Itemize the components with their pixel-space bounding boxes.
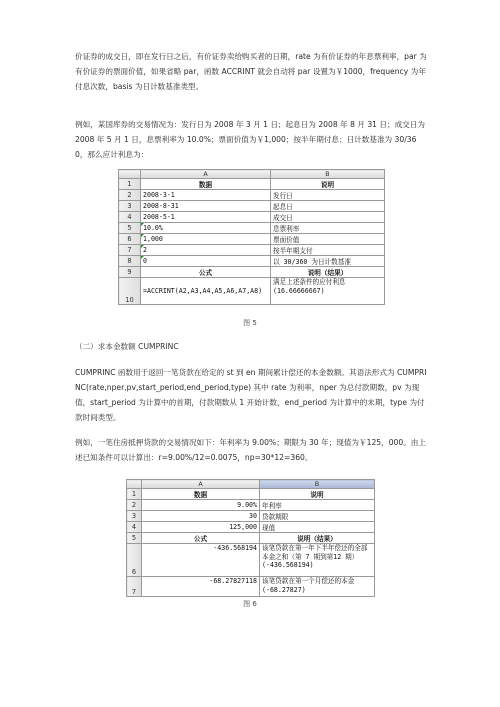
cell-b5[interactable]: 说明（结果） <box>260 533 375 544</box>
row-header[interactable]: 3 <box>119 201 141 212</box>
cell-a1[interactable]: 数据 <box>141 179 271 190</box>
section-heading: （二）求本金数额 CUMPRINC <box>75 342 179 351</box>
row-header[interactable]: 10 <box>119 278 141 305</box>
corner-cell[interactable] <box>127 480 142 489</box>
row-header[interactable]: 6 <box>119 234 141 245</box>
cell-b4[interactable]: 现值 <box>260 522 375 533</box>
cell-a6[interactable]: 1,000 <box>141 234 271 245</box>
cell-a9[interactable]: 公式 <box>141 267 271 278</box>
cell-b3[interactable]: 贷款期限 <box>260 511 375 522</box>
cell-b8[interactable]: 以 30/360 为日计数基准 <box>271 256 385 267</box>
column-header-a[interactable]: A <box>141 170 271 179</box>
spreadsheet-table-1 <box>118 169 385 305</box>
example2-paragraph: 例如，一笔住房抵押贷款的交易情况如下：年利率为 9.00%；期限为 30 年；现值为￥125，000。由上述已知条件可以计算出：r=9.00%/12=0.0075，np=30*12=360。 <box>75 438 426 462</box>
column-header-b[interactable]: B <box>271 170 385 179</box>
figure-5-caption: 图 5 <box>243 319 257 327</box>
row-header[interactable]: 4 <box>119 212 141 223</box>
spreadsheet-table-2 <box>126 479 375 597</box>
cell-a8[interactable]: 0 <box>141 256 271 267</box>
cell-a3[interactable]: 30 <box>142 511 260 522</box>
cell-b1[interactable]: 说明 <box>271 179 385 190</box>
cell-b6[interactable]: 票面价值 <box>271 234 385 245</box>
cell-a2[interactable]: 2008-3-1 <box>141 190 271 201</box>
row-header[interactable]: 8 <box>119 256 141 267</box>
example1-paragraph: 例如，某国库券的交易情况为：发行日为 2008 年 3 月 1 日；起息日为 2008 年 8 月 31 日；成交日为 2008 年 5 月 1 日，息票利率为 10.0%；票面价值为￥1,000；按半年期付息；日计数基准为 30/360，那么应计利息为： <box>75 120 425 159</box>
row-header[interactable]: 5 <box>127 533 142 544</box>
cell-a5[interactable]: 10.0% <box>141 223 271 234</box>
cumprinc-paragraph: CUMPRINC 函数用于返回一笔货款在给定的 st 到 en 期间累计偿还的本金数额。其语法形式为 CUMPRINC(rate,nper,pv,start_period,end_period,type) 其中 rate 为利率，nper 为总付款期数，pv 为现值，start_period 为计算中的首期，付款期数从 1 开始计数，end_period 为计算中的末期，type 为付款时间类型。 <box>75 368 427 422</box>
row-header[interactable]: 9 <box>119 267 141 278</box>
cell-a4[interactable]: 2008-5-1 <box>141 212 271 223</box>
cell-a1[interactable]: 数据 <box>142 489 260 500</box>
cell-b6[interactable]: 该笔贷款在第一年下半年偿还的全部本金之和（第 7 期到第12 期）(-436.568194) <box>260 544 375 577</box>
row-header[interactable]: 7 <box>127 577 142 597</box>
intro-paragraph: 价证券的成交日，即在发行日之后，有价证券卖给购买者的日期，rate 为有价证券的年息票利率，par 为有价证券的票面价值，如果省略 par，函数 ACCRINT 就会自动将 par 设置为￥1000，frequency 为年付息次数，basis 为日计数基准类型。 <box>75 52 427 91</box>
row-header[interactable]: 2 <box>127 500 142 511</box>
corner-cell[interactable] <box>119 170 141 179</box>
cell-b7[interactable]: 按半年期支付 <box>271 245 385 256</box>
cell-b1[interactable]: 说明 <box>260 489 375 500</box>
figure-6-caption: 图 6 <box>243 600 257 608</box>
row-header[interactable]: 2 <box>119 190 141 201</box>
cell-a2[interactable]: 9.00% <box>142 500 260 511</box>
cell-a5[interactable]: 公式 <box>142 533 260 544</box>
cell-a10[interactable]: =ACCRINT(A2,A3,A4,A5,A6,A7,A8) <box>141 278 271 305</box>
row-header[interactable]: 6 <box>127 544 142 577</box>
cell-a7[interactable]: -68.27827118 <box>142 577 260 597</box>
cell-b7[interactable]: 该笔贷款在第一个月偿还的本金 (-68.27827) <box>260 577 375 597</box>
row-header[interactable]: 4 <box>127 522 142 533</box>
cell-b2[interactable]: 年利率 <box>260 500 375 511</box>
cell-a6[interactable]: -436.568194 <box>142 544 260 577</box>
row-header[interactable]: 1 <box>119 179 141 190</box>
cell-b4[interactable]: 成交日 <box>271 212 385 223</box>
cell-a3[interactable]: 2008-8-31 <box>141 201 271 212</box>
cell-b5[interactable]: 息票利率 <box>271 223 385 234</box>
row-header[interactable]: 3 <box>127 511 142 522</box>
column-header-b[interactable]: B <box>260 480 375 489</box>
cell-a7[interactable]: 2 <box>141 245 271 256</box>
column-header-a[interactable]: A <box>142 480 260 489</box>
row-header[interactable]: 5 <box>119 223 141 234</box>
row-header[interactable]: 7 <box>119 245 141 256</box>
cell-b2[interactable]: 发行日 <box>271 190 385 201</box>
cell-b10[interactable]: 满足上述条件的应付利息(16.66666667) <box>271 278 385 305</box>
cell-b3[interactable]: 起息日 <box>271 201 385 212</box>
cell-a4[interactable]: 125,000 <box>142 522 260 533</box>
row-header[interactable]: 1 <box>127 489 142 500</box>
cell-b9[interactable]: 说明（结果） <box>271 267 385 278</box>
